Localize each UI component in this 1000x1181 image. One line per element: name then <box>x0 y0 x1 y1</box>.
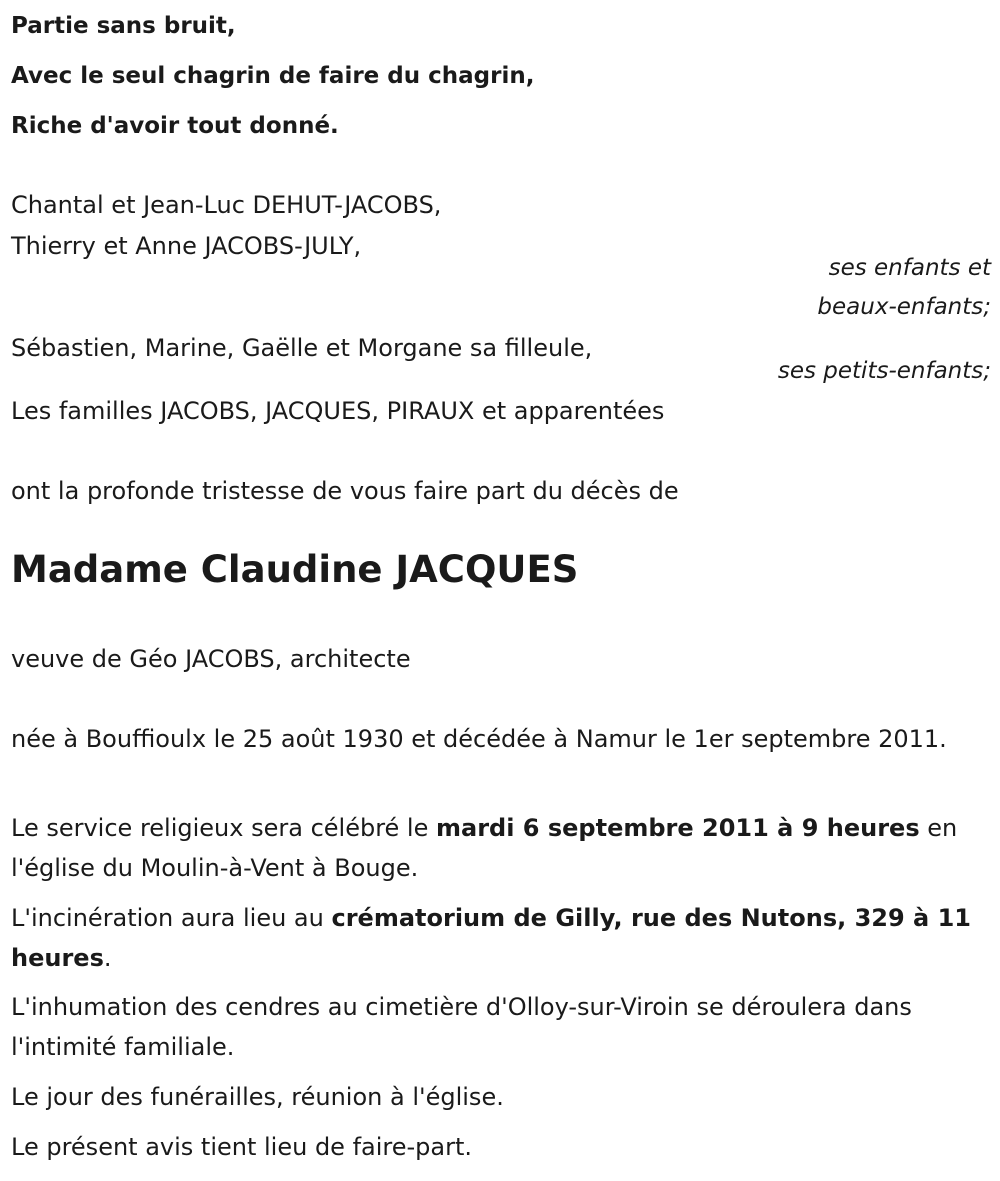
service-prefix: Le service religieux sera célébré le <box>11 814 436 842</box>
service-date-time: mardi 6 septembre 2011 à 9 heures <box>436 814 920 842</box>
grandchildren-role: ses petits-enfants; <box>777 358 991 384</box>
notice-line: Le présent avis tient lieu de faire-part. <box>11 1133 473 1161</box>
service-suffix: en l'église du Moulin-à-Vent à Bouge. <box>11 814 958 882</box>
meeting-line: Le jour des funérailles, réunion à l'église. <box>11 1083 504 1111</box>
poem-line-3: Riche d'avoir tout donné. <box>11 113 339 139</box>
poem-line-1: Partie sans bruit, <box>11 13 236 39</box>
grandchildren-line: Sébastien, Marine, Gaëlle et Morgane sa filleule, <box>11 334 593 362</box>
burial-paragraph: L'inhumation des cendres au cimetière d'Olloy-sur-Viroin se déroulera dans l'intimité familiale. <box>11 993 912 1061</box>
announcement-line: ont la profonde tristesse de vous faire part du décès de <box>11 477 679 505</box>
poem-line-2: Avec le seul chagrin de faire du chagrin, <box>11 63 535 89</box>
children-role-line-1: ses enfants et <box>828 255 991 281</box>
families-line: Les familles JACOBS, JACQUES, PIRAUX et apparentées <box>11 397 665 425</box>
service-paragraph <box>11 808 981 888</box>
widow-line: veuve de Géo JACOBS, architecte <box>11 645 411 673</box>
birth-death-paragraph: née à Bouffioulx le 25 août 1930 et décédée à Namur le 1er septembre 2011. <box>11 725 947 753</box>
children-line-2: Thierry et Anne JACOBS-JULY, <box>11 232 362 260</box>
cremation-paragraph <box>11 898 981 978</box>
cremation-suffix: . <box>103 944 112 972</box>
children-role-line-2: beaux-enfants; <box>817 294 991 320</box>
children-line-1: Chantal et Jean-Luc DEHUT-JACOBS, <box>11 191 442 219</box>
cremation-prefix: L'incinération aura lieu au <box>11 904 332 932</box>
deceased-name: Madame Claudine JACQUES <box>11 548 579 591</box>
cremation-place-time: crématorium de Gilly, rue des Nutons, 329 à 11 heures <box>11 904 971 972</box>
